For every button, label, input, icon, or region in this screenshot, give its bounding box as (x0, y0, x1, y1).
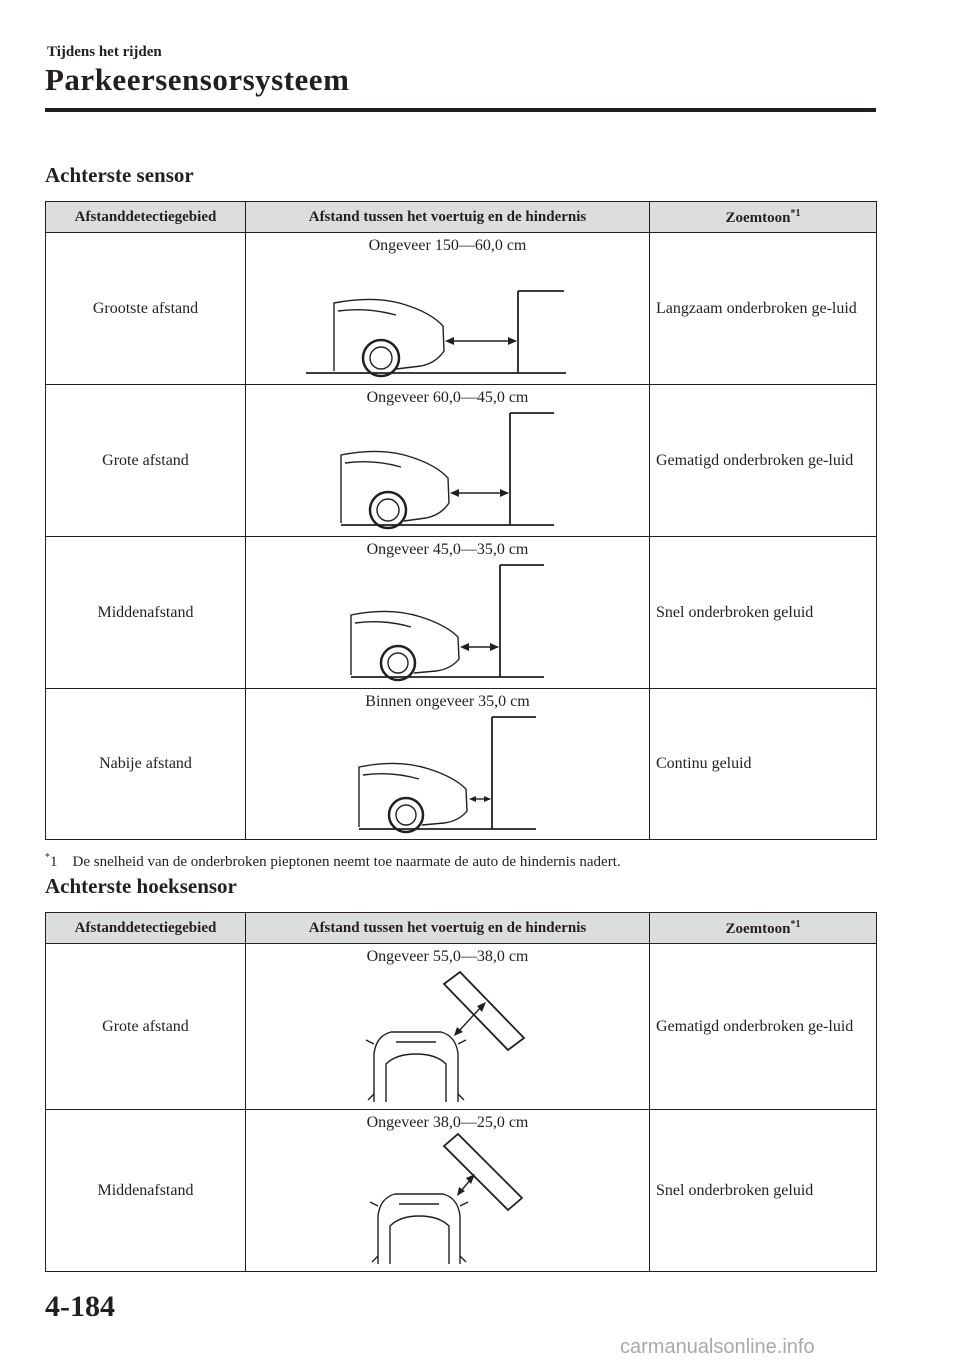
column-header-distance: Afstand tussen het voertuig en de hindernis (246, 202, 650, 233)
tone-cell: Gematigd onderbroken ge-luid (650, 385, 877, 537)
column-header-distance: Afstand tussen het voertuig en de hindernis (246, 913, 650, 944)
column-header-tone: Zoemtoon$^{*1}$ (650, 202, 877, 233)
footnote: *1 De snelheid van de onderbroken pieptonen neemt toe naarmate de auto de hindernis nadert. (45, 852, 621, 870)
page-title: Parkeersensorsysteem (45, 62, 350, 97)
distance-label: Binnen ongeveer 35,0 cm (365, 693, 530, 710)
tone-cell: Continu geluid (650, 689, 877, 840)
area-cell: Nabije afstand (46, 689, 246, 840)
distance-label: Ongeveer 60,0―45,0 cm (366, 389, 529, 406)
tone-cell: Snel onderbroken geluid (650, 1110, 877, 1272)
area-cell: Grote afstand (46, 944, 246, 1110)
distance-cell (246, 944, 650, 1110)
area-cell: Grote afstand (46, 385, 246, 537)
table-header-row (46, 202, 877, 233)
table-row (46, 944, 877, 1110)
area-cell: Middenafstand (46, 537, 246, 689)
table-row (46, 1110, 877, 1272)
tone-cell: Gematigd onderbroken ge-luid (650, 944, 877, 1110)
car-rear-distance-diagram (246, 689, 650, 840)
tone-cell: Langzaam onderbroken ge-luid (650, 233, 877, 385)
rear-corner-sensor-heading: Achterste hoeksensor (45, 874, 237, 898)
car-rear-distance-diagram (246, 537, 650, 689)
distance-label: Ongeveer 45,0―35,0 cm (366, 541, 529, 558)
table-header-row (46, 913, 877, 944)
car-rear-distance-diagram (246, 233, 650, 385)
distance-label: Ongeveer 38,0―25,0 cm (366, 1114, 529, 1131)
tone-cell: Snel onderbroken geluid (650, 537, 877, 689)
column-header-area: Afstanddetectiegebied (46, 913, 246, 944)
car-corner-distance-diagram (246, 1110, 650, 1272)
watermark: carmanualsonline.info (620, 1336, 815, 1358)
area-cell: Middenafstand (46, 1110, 246, 1272)
page-number: 4-184 (45, 1290, 115, 1323)
distance-label: Ongeveer 55,0―38,0 cm (366, 948, 529, 965)
column-header-area: Afstanddetectiegebied (46, 202, 246, 233)
distance-cell (246, 1110, 650, 1272)
distance-cell (246, 233, 650, 385)
area-cell: Grootste afstand (46, 233, 246, 385)
title-rule (45, 108, 876, 112)
distance-cell (246, 385, 650, 537)
distance-label: Ongeveer 150―60,0 cm (368, 237, 527, 254)
column-header-tone: Zoemtoon$^{*1}$ (650, 913, 877, 944)
section-label: Tijdens het rijden (47, 44, 162, 60)
rear-sensor-heading: Achterste sensor (45, 163, 194, 187)
distance-cell (246, 689, 650, 840)
rear-sensor-table (45, 201, 877, 840)
car-rear-distance-diagram (246, 385, 650, 537)
table-row (46, 689, 877, 840)
table-row (46, 537, 877, 689)
rear-corner-sensor-table (45, 912, 877, 1272)
car-corner-distance-diagram (246, 944, 650, 1110)
table-row (46, 385, 877, 537)
distance-cell (246, 537, 650, 689)
table-row (46, 233, 877, 385)
